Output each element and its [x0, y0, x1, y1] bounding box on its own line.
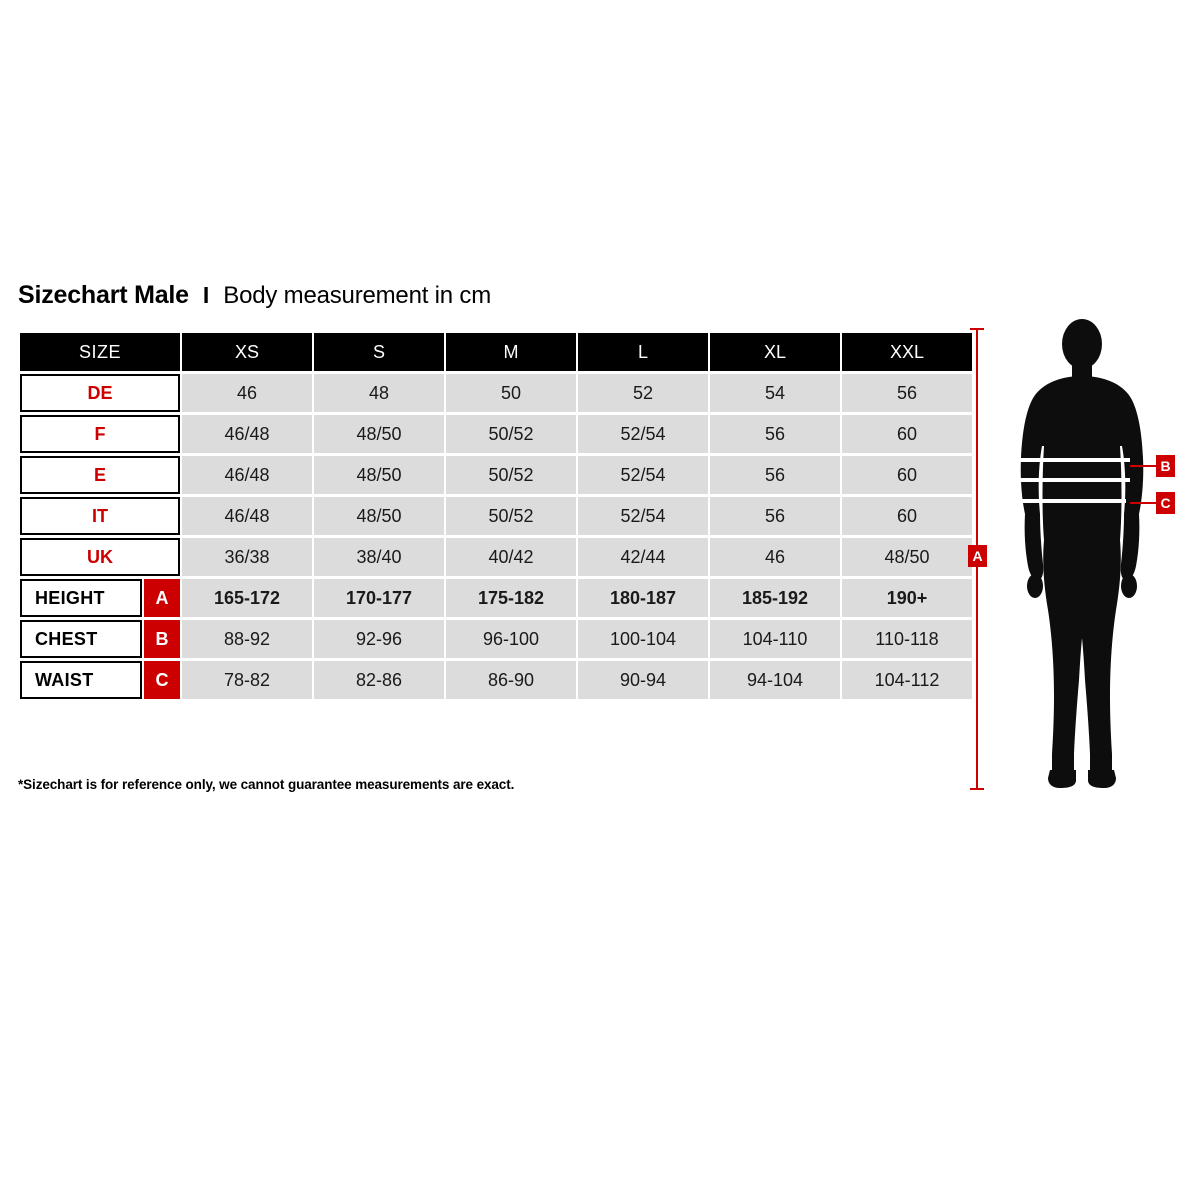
sizechart-table: [18, 330, 974, 702]
cell-uk-xs: 36/38: [182, 538, 312, 576]
chest-marker-line: [1130, 465, 1156, 467]
cell-e-s: 48/50: [314, 456, 444, 494]
cell-waist-xs: 78-82: [182, 661, 312, 699]
cell-height-xxl: 190+: [842, 579, 972, 617]
cell-it-xl: 56: [710, 497, 840, 535]
cell-height-s: 170-177: [314, 579, 444, 617]
body-figure: [962, 318, 1192, 788]
cell-it-m: 50/52: [446, 497, 576, 535]
row-label-it: IT: [20, 497, 180, 535]
cell-f-xs: 46/48: [182, 415, 312, 453]
cell-it-xxl: 60: [842, 497, 972, 535]
page-title-sub: Body measurement in cm: [223, 282, 491, 309]
cell-e-xxl: 60: [842, 456, 972, 494]
height-measure-cap-top: [970, 328, 984, 330]
chest-band: [1014, 458, 1130, 462]
cell-e-l: 52/54: [578, 456, 708, 494]
cell-f-l: 52/54: [578, 415, 708, 453]
cell-e-xs: 46/48: [182, 456, 312, 494]
row-label-e: E: [20, 456, 180, 494]
header-cell-size-l: L: [578, 333, 708, 371]
header-cell-size: SIZE: [20, 333, 180, 371]
row-badge-c: C: [144, 661, 180, 699]
table-row: [20, 661, 972, 699]
chest-band-lower: [1014, 478, 1130, 482]
marker-badge-b: B: [1156, 455, 1175, 477]
header-cell-size-xs: XS: [182, 333, 312, 371]
page-title-main: Sizechart Male: [18, 281, 189, 309]
row-label-f: F: [20, 415, 180, 453]
cell-it-l: 52/54: [578, 497, 708, 535]
cell-uk-l: 42/44: [578, 538, 708, 576]
table-row: [20, 497, 972, 535]
cell-de-xl: 54: [710, 374, 840, 412]
table-header-row: [20, 333, 972, 371]
table-row: [20, 456, 972, 494]
row-label-text: CHEST: [20, 620, 142, 658]
title-separator: I: [202, 282, 210, 308]
cell-de-xxl: 56: [842, 374, 972, 412]
cell-chest-xl: 104-110: [710, 620, 840, 658]
cell-waist-xl: 94-104: [710, 661, 840, 699]
marker-badge-a: A: [968, 545, 987, 567]
footnote: *Sizechart is for reference only, we cannot guarantee measurements are exact.: [18, 777, 515, 792]
cell-chest-m: 96-100: [446, 620, 576, 658]
header-cell-size-xl: XL: [710, 333, 840, 371]
cell-waist-m: 86-90: [446, 661, 576, 699]
cell-height-xs: 165-172: [182, 579, 312, 617]
cell-chest-l: 100-104: [578, 620, 708, 658]
sizechart-table-wrap: [18, 330, 962, 702]
page-title: [18, 281, 491, 310]
cell-uk-xxl: 48/50: [842, 538, 972, 576]
cell-it-s: 48/50: [314, 497, 444, 535]
row-badge-b: B: [144, 620, 180, 658]
cell-f-s: 48/50: [314, 415, 444, 453]
cell-f-xl: 56: [710, 415, 840, 453]
table-row: [20, 538, 972, 576]
row-label-de: DE: [20, 374, 180, 412]
marker-badge-c: C: [1156, 492, 1175, 514]
cell-height-l: 180-187: [578, 579, 708, 617]
cell-de-l: 52: [578, 374, 708, 412]
cell-de-m: 50: [446, 374, 576, 412]
row-label-text: WAIST: [20, 661, 142, 699]
height-measure-cap-bottom: [970, 788, 984, 790]
table-row: [20, 620, 972, 658]
row-label-waist: [20, 661, 180, 699]
row-label-text: HEIGHT: [20, 579, 142, 617]
row-badge-a: A: [144, 579, 180, 617]
cell-f-m: 50/52: [446, 415, 576, 453]
cell-uk-m: 40/42: [446, 538, 576, 576]
cell-waist-xxl: 104-112: [842, 661, 972, 699]
male-body-silhouette-icon: [992, 318, 1172, 790]
cell-waist-l: 90-94: [578, 661, 708, 699]
table-row: [20, 415, 972, 453]
cell-de-xs: 46: [182, 374, 312, 412]
cell-uk-xl: 46: [710, 538, 840, 576]
row-label-height: [20, 579, 180, 617]
cell-e-xl: 56: [710, 456, 840, 494]
cell-height-xl: 185-192: [710, 579, 840, 617]
cell-chest-s: 92-96: [314, 620, 444, 658]
header-cell-size-s: S: [314, 333, 444, 371]
cell-f-xxl: 60: [842, 415, 972, 453]
waist-band: [1018, 499, 1126, 503]
waist-marker-line: [1130, 502, 1156, 504]
cell-waist-s: 82-86: [314, 661, 444, 699]
header-cell-size-m: M: [446, 333, 576, 371]
table-row: [20, 579, 972, 617]
cell-it-xs: 46/48: [182, 497, 312, 535]
cell-de-s: 48: [314, 374, 444, 412]
table-row: [20, 374, 972, 412]
row-label-uk: UK: [20, 538, 180, 576]
cell-uk-s: 38/40: [314, 538, 444, 576]
cell-height-m: 175-182: [446, 579, 576, 617]
cell-chest-xxl: 110-118: [842, 620, 972, 658]
cell-chest-xs: 88-92: [182, 620, 312, 658]
row-label-chest: [20, 620, 180, 658]
header-cell-size-xxl: XXL: [842, 333, 972, 371]
cell-e-m: 50/52: [446, 456, 576, 494]
